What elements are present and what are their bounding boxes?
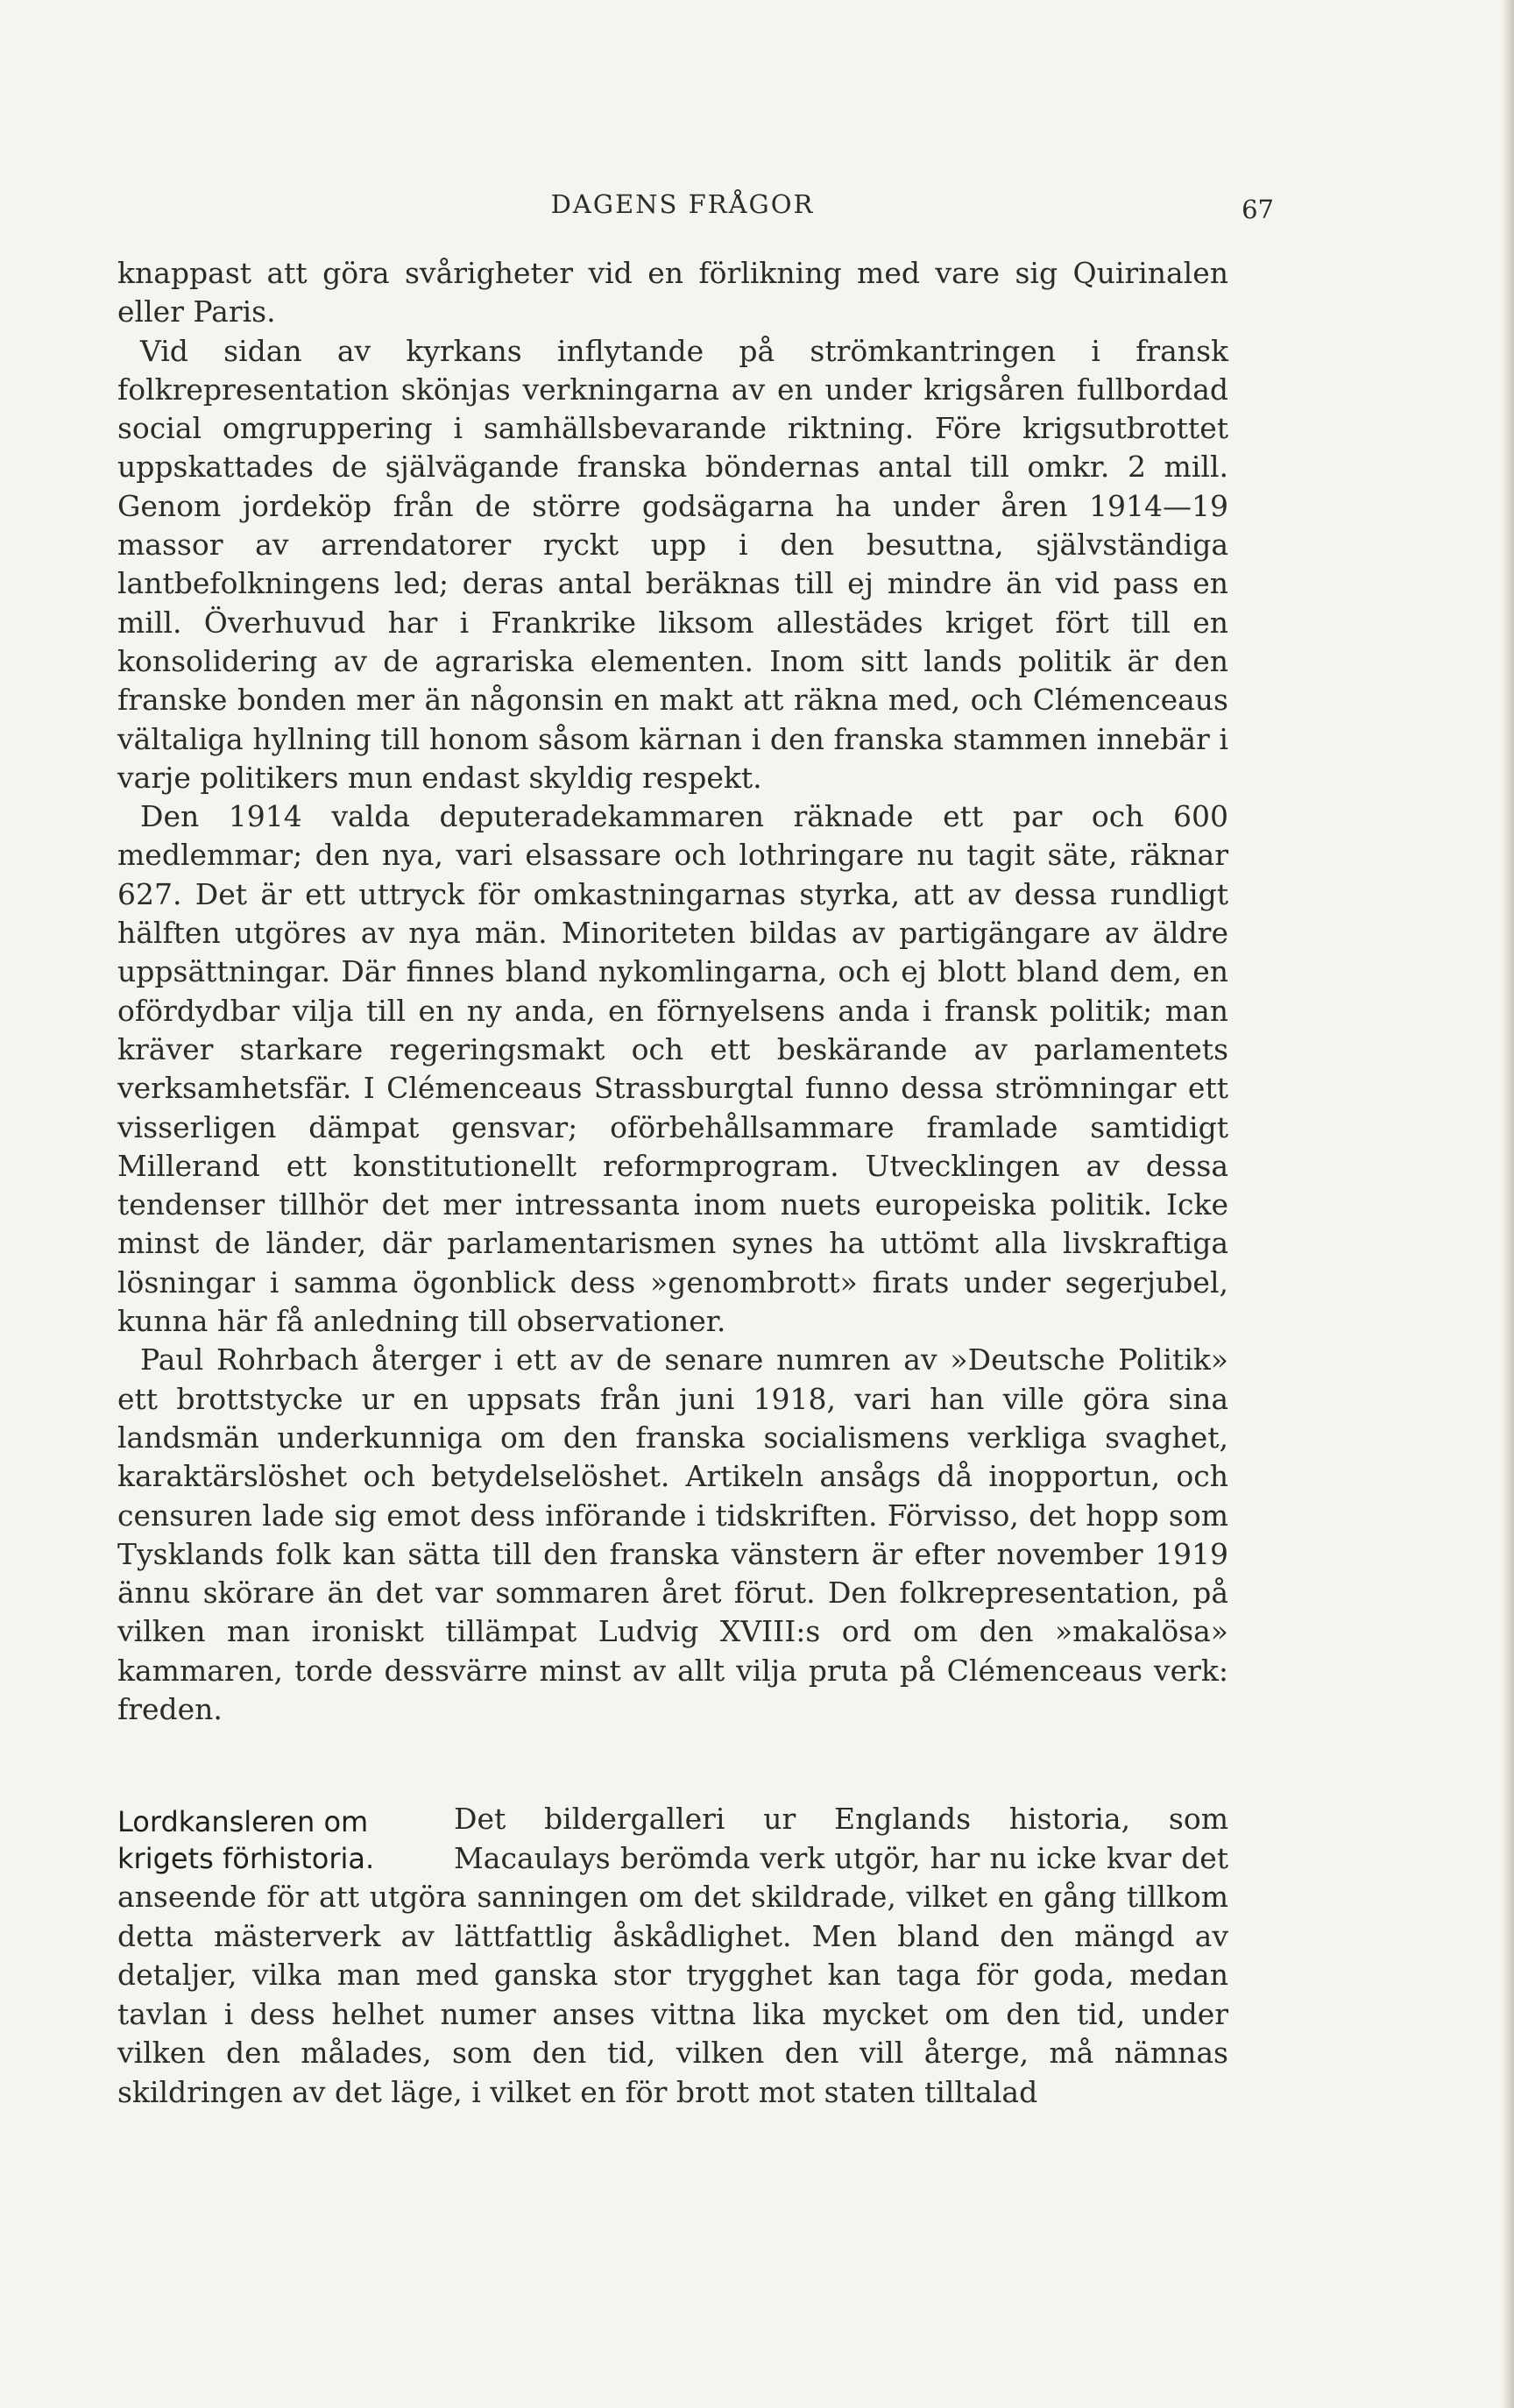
page-header — [117, 186, 1274, 224]
paragraph: Vid sidan av kyrkans inflytande på strömkantringen i fransk folkrepresentation skönjas verkningarna av en under krigsåren fullbordad social omgruppering i samhällsbevarande riktning. Före krigsutbrottet uppskattades de självägande franska böndernas antal till omkr. 2 mill. Genom jordeköp från de större godsägarna ha under åren 1914—19 massor av arrendatorer ryckt upp i den besuttna, självständiga lantbefolkningens led; deras antal beräknas till ej mindre än vid pass en mill. Överhuvud har i Frankrike liksom allestädes kriget fört till en konsolidering av de agrariska elementen. Inom sitt lands politik är den franske bonden mer än någonsin en makt att räkna med, och Clémenceaus vältaliga hyllning till honom såsom kärnan i den franska stammen innebär i varje politikers mun endast skyldig respekt. — [117, 333, 1228, 795]
section-lordkansleren — [117, 1800, 1228, 2112]
paragraph: Den 1914 valda deputeradekammaren räknade ett par och 600 medlemmar; den nya, vari elsassare och lothringare nu tagit säte, räknar 627. Det är ett uttryck för omkastningarnas styrka, att av dessa rundligt hälften utgöres av nya män. Minoriteten bildas av partigängare av äldre uppsättningar. Där finnes bland nykomlingarna, och ej blott bland dem, en ofördydbar vilja till en ny anda, en förnyelsens anda i fransk politik; man kräver starkare regeringsmakt och ett beskärande av parlamentets verksamhetsfär. I Clémenceaus Strassburgtal funno dessa strömningar ett visserligen dämpat gensvar; oförbehållsammare framlade samtidigt Millerand ett konstitutionellt reformprogram. Utvecklingen av dessa tendenser tillhör det mer intressanta inom nuets europeiska politik. Icke minst de länder, där parlamentarismen synes ha uttömt alla livskraftiga lösningar i samma ögonblick dess »genombrott» firats under segerjubel, kunna här få anledning till observationer. — [117, 799, 1228, 1339]
paragraph: Paul Rohrbach återger i ett av de senare numren av »Deutsche Politik» ett brottstycke ur en uppsats från juni 1918, vari han ville göra sina landsmän underkunniga om den franska socialismens verkliga svaghet, karaktärslöshet och betydelselöshet. Artikeln ansågs då inopportun, och censuren lade sig emot dess införande i tidskriften. Förvisso, det hopp som Tysklands folk kan sätta till den franska vänstern är efter november 1919 ännu skörare än det var sommaren året förut. Den folkrepresentation, på vilken man ironiskt tillämpat Ludvig XVIII:s ord om den »makalösa» kammaren, torde dessvärre minst av allt vilja pruta på Clémenceaus verk: freden. — [117, 1342, 1228, 1726]
section-paragraph: Det bildergalleri ur Englands historia, som Macaulays berömda verk utgör, har nu icke kvar det anseende för att utgöra sanningen om det skildrade, vilket en gång tillkom detta mästerverk av lättfattlig åskådlighet. Men bland den mängd av detaljer, vilka man med ganska stor trygghet kan taga för goda, medan tavlan i dess helhet numer anses vittna lika mycket om den tid, under vilken den målades, som den tid, vilken den vill återge, må nämnas skildringen av det läge, i vilket en för brott mot staten tilltalad — [117, 1802, 1228, 2109]
running-title: DAGENS FRÅGOR — [550, 189, 815, 219]
marginal-heading: Lordkansleren om krigets förhistoria. — [117, 1805, 375, 1875]
page-number: 67 — [1242, 195, 1274, 224]
page-edge-shadow — [1502, 0, 1514, 2408]
paragraph: knappast att göra svårigheter vid en förlikning med vare sig Quirinalen eller Paris. — [117, 256, 1228, 329]
body-text — [117, 254, 1228, 1729]
